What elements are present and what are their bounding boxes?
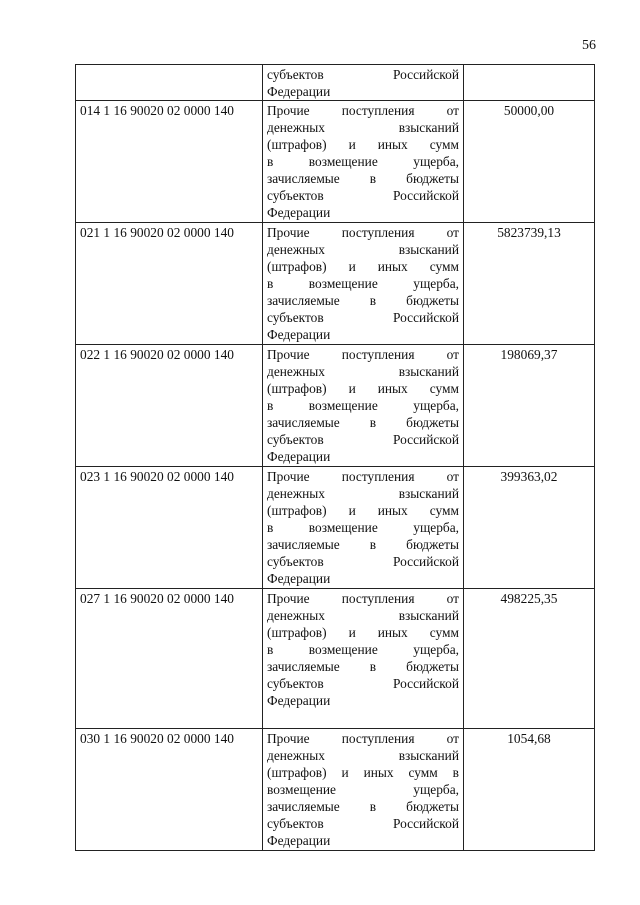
description-word: Российской (393, 188, 459, 203)
description-word: Федерации (267, 693, 331, 708)
amount-cell: 198069,37 (464, 345, 595, 467)
description-line (267, 448, 459, 465)
description-line (267, 502, 459, 519)
description-word: Федерации (267, 833, 331, 848)
description-word: от (446, 591, 459, 606)
description-word: бюджеты (406, 659, 459, 674)
table-row (76, 223, 595, 345)
description-word: от (446, 225, 459, 240)
description-line (267, 468, 459, 485)
description-line (267, 136, 459, 153)
description-line (267, 346, 459, 363)
revenue-code-cell: 021 1 16 90020 02 0000 140 (76, 223, 263, 345)
description-word: Федерации (267, 205, 331, 220)
description-word: сумм (429, 137, 459, 152)
revenue-description-cell (263, 589, 464, 729)
description-word: взысканий (398, 242, 459, 257)
description-word: в (452, 765, 459, 780)
description-word: субъектов (267, 310, 324, 325)
description-line (267, 380, 459, 397)
description-word: в (267, 276, 274, 291)
description-word: возмещение (308, 154, 378, 169)
amount-cell: 399363,02 (464, 467, 595, 589)
description-line (267, 485, 459, 502)
description-word: и (348, 381, 356, 396)
description-word: денежных (267, 364, 325, 379)
description-word: бюджеты (406, 171, 459, 186)
revenue-description-cell (263, 345, 464, 467)
description-line (267, 119, 459, 136)
description-line (267, 170, 459, 187)
revenue-description-cell (263, 101, 464, 223)
description-word: субъектов (267, 188, 324, 203)
description-word: сумм (429, 625, 459, 640)
description-word: Прочие (267, 591, 310, 606)
description-word: денежных (267, 608, 325, 623)
description-word: зачисляемые (267, 537, 340, 552)
amount-cell (464, 65, 595, 101)
description-word: в (267, 398, 274, 413)
table-row (76, 65, 595, 101)
revenue-description-cell (263, 729, 464, 851)
description-word: денежных (267, 120, 325, 135)
description-line (267, 536, 459, 553)
description-word: Российской (393, 676, 459, 691)
description-line (267, 275, 459, 292)
description-line (267, 658, 459, 675)
description-word: зачисляемые (267, 659, 340, 674)
description-word: в (267, 642, 274, 657)
description-word: и (341, 765, 349, 780)
description-word: ущерба, (413, 398, 459, 413)
description-line (267, 241, 459, 258)
description-word: от (446, 347, 459, 362)
description-word: ущерба, (413, 642, 459, 657)
description-word: взысканий (398, 486, 459, 501)
description-word: субъектов (267, 676, 324, 691)
revenue-code-cell: 014 1 16 90020 02 0000 140 (76, 101, 263, 223)
description-word: Российской (393, 554, 459, 569)
description-word: (штрафов) (267, 765, 327, 780)
description-line (267, 747, 459, 764)
revenue-code-cell: 027 1 16 90020 02 0000 140 (76, 589, 263, 729)
description-line (267, 675, 459, 692)
amount-cell: 5823739,13 (464, 223, 595, 345)
description-word: Прочие (267, 731, 310, 746)
description-word: (штрафов) (267, 259, 327, 274)
description-line (267, 397, 459, 414)
description-line (267, 570, 459, 587)
description-line (267, 692, 459, 709)
description-word: Прочие (267, 103, 310, 118)
description-word: иных (377, 625, 408, 640)
description-line (267, 798, 459, 815)
description-line (267, 83, 459, 100)
amount-cell: 50000,00 (464, 101, 595, 223)
revenue-description-cell (263, 223, 464, 345)
table-row (76, 729, 595, 851)
description-word: Федерации (267, 571, 331, 586)
description-line (267, 292, 459, 309)
budget-revenue-table (75, 64, 595, 851)
description-word: от (446, 103, 459, 118)
description-word: в (267, 154, 274, 169)
description-word: возмещение (308, 398, 378, 413)
description-word: в (369, 415, 377, 430)
description-word: сумм (429, 259, 459, 274)
description-line (267, 224, 459, 241)
description-word: Прочие (267, 225, 310, 240)
description-word: в (267, 520, 274, 535)
description-word: сумм (408, 765, 438, 780)
description-word: сумм (429, 381, 459, 396)
description-word: бюджеты (406, 537, 459, 552)
description-line (267, 624, 459, 641)
description-word: в (369, 171, 377, 186)
description-word: в (369, 293, 377, 308)
description-line (267, 66, 459, 83)
description-word: субъектов (267, 554, 324, 569)
revenue-code-cell: 030 1 16 90020 02 0000 140 (76, 729, 263, 851)
description-word: поступления (341, 225, 415, 240)
description-word: и (348, 137, 356, 152)
description-word: зачисляемые (267, 171, 340, 186)
description-line (267, 641, 459, 658)
revenue-code-cell: 022 1 16 90020 02 0000 140 (76, 345, 263, 467)
amount-cell: 1054,68 (464, 729, 595, 851)
table-row (76, 101, 595, 223)
description-word: Российской (393, 432, 459, 447)
revenue-code-cell (76, 65, 263, 101)
description-line (267, 764, 459, 781)
description-line (267, 414, 459, 431)
description-word: и (348, 625, 356, 640)
description-word: Российской (393, 67, 459, 82)
description-word: (штрафов) (267, 625, 327, 640)
revenue-description-cell (263, 467, 464, 589)
description-word: Федерации (267, 327, 331, 342)
table-row (76, 345, 595, 467)
description-word: от (446, 469, 459, 484)
table-body (76, 65, 595, 851)
description-line (267, 326, 459, 343)
description-word: (штрафов) (267, 503, 327, 518)
description-word: в (369, 659, 377, 674)
description-word: Российской (393, 310, 459, 325)
description-word: возмещение (308, 520, 378, 535)
description-word: поступления (341, 469, 415, 484)
description-word: ущерба, (413, 520, 459, 535)
description-word: поступления (341, 591, 415, 606)
description-word: бюджеты (406, 293, 459, 308)
description-line (267, 815, 459, 832)
description-word: от (446, 731, 459, 746)
description-line (267, 730, 459, 747)
table-row (76, 467, 595, 589)
page-number: 56 (582, 38, 596, 53)
description-line (267, 153, 459, 170)
description-word: в (369, 799, 377, 814)
description-word: взысканий (398, 748, 459, 763)
description-word: иных (377, 381, 408, 396)
revenue-description-cell (263, 65, 464, 101)
description-line (267, 204, 459, 221)
description-word: поступления (341, 347, 415, 362)
description-word: взысканий (398, 120, 459, 135)
description-word: Федерации (267, 449, 331, 464)
description-word: Прочие (267, 469, 310, 484)
description-line (267, 781, 459, 798)
description-line (267, 607, 459, 624)
description-word: бюджеты (406, 415, 459, 430)
description-line (267, 431, 459, 448)
description-line (267, 187, 459, 204)
description-word: взысканий (398, 364, 459, 379)
description-word: зачисляемые (267, 415, 340, 430)
description-word: иных (377, 503, 408, 518)
description-word: ущерба, (413, 154, 459, 169)
description-word: денежных (267, 486, 325, 501)
description-word: субъектов (267, 432, 324, 447)
description-word: поступления (341, 103, 415, 118)
description-word: зачисляемые (267, 799, 340, 814)
description-word: Федерации (267, 84, 331, 99)
description-word: Прочие (267, 347, 310, 362)
description-word: иных (363, 765, 394, 780)
description-word: ущерба, (413, 276, 459, 291)
description-word: возмещение (267, 782, 336, 797)
description-word: субъектов (267, 816, 324, 831)
description-word: в (369, 537, 377, 552)
description-word: ущерба, (413, 782, 459, 797)
description-word: (штрафов) (267, 137, 327, 152)
description-line (267, 553, 459, 570)
description-line (267, 363, 459, 380)
revenue-code-cell: 023 1 16 90020 02 0000 140 (76, 467, 263, 589)
description-word: взысканий (398, 608, 459, 623)
description-word: бюджеты (406, 799, 459, 814)
description-word: возмещение (308, 642, 378, 657)
description-word: иных (377, 137, 408, 152)
description-line (267, 590, 459, 607)
description-word: денежных (267, 748, 325, 763)
description-word: субъектов (267, 67, 324, 82)
description-word: Российской (393, 816, 459, 831)
description-word: зачисляемые (267, 293, 340, 308)
description-line (267, 309, 459, 326)
description-word: поступления (341, 731, 415, 746)
description-line (267, 519, 459, 536)
description-line (267, 258, 459, 275)
description-word: денежных (267, 242, 325, 257)
description-word: и (348, 259, 356, 274)
description-line (267, 102, 459, 119)
table-row (76, 589, 595, 729)
description-word: возмещение (308, 276, 378, 291)
description-word: иных (377, 259, 408, 274)
description-line (267, 832, 459, 849)
description-word: (штрафов) (267, 381, 327, 396)
description-word: и (348, 503, 356, 518)
amount-cell: 498225,35 (464, 589, 595, 729)
description-word: сумм (429, 503, 459, 518)
